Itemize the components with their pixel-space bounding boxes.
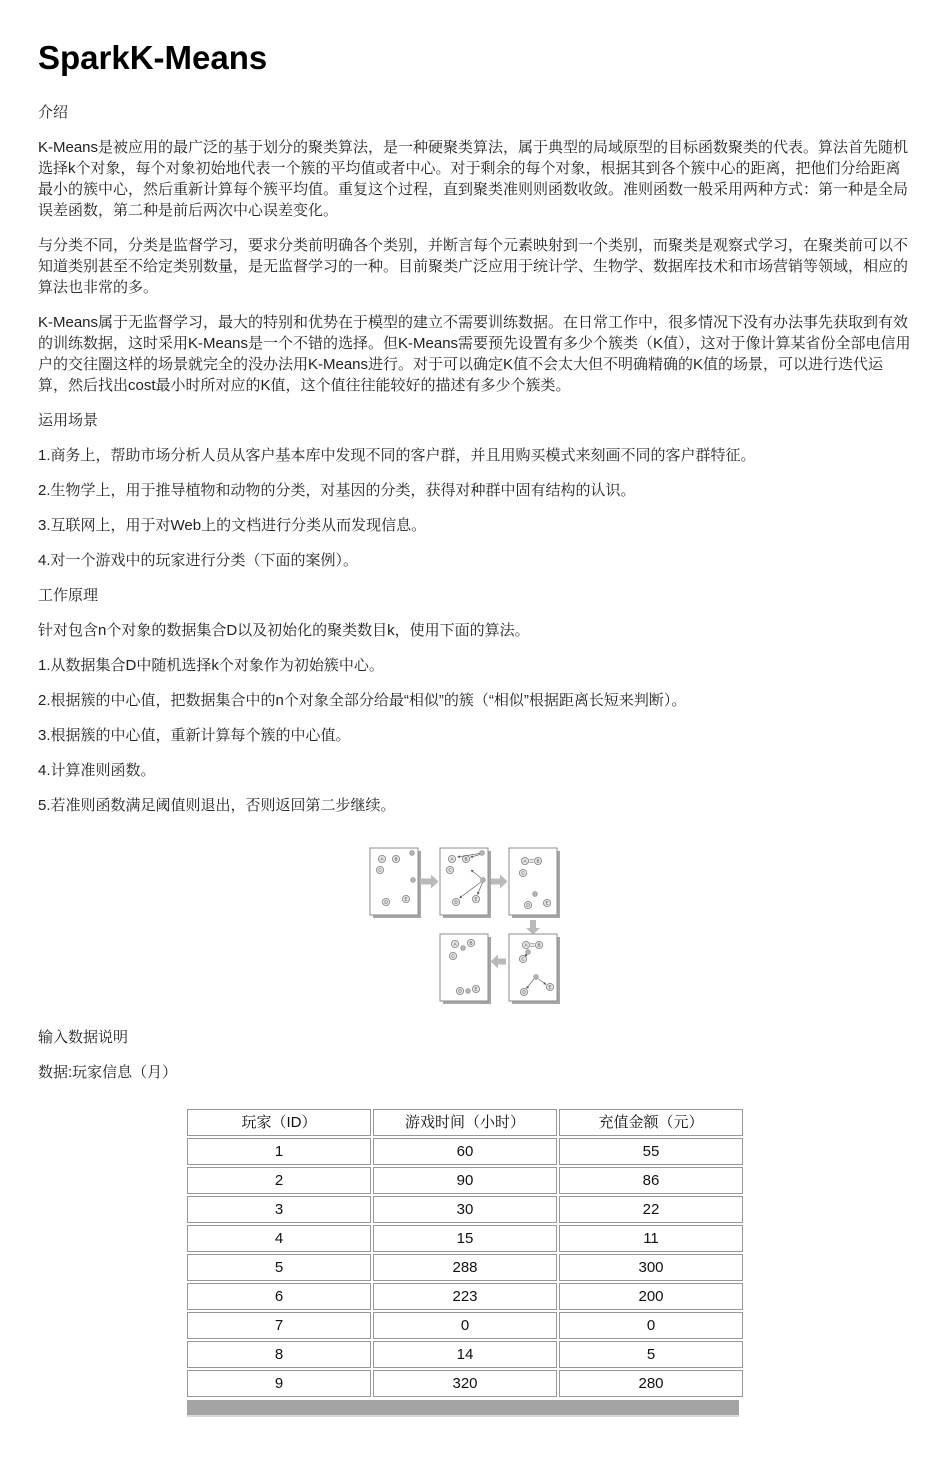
centroid-dot: [461, 946, 466, 951]
cell-player-id: 3: [187, 1196, 371, 1223]
kmeans-diagram-svg: [363, 836, 569, 1008]
cell-recharge: 5: [559, 1341, 743, 1368]
point-label: B: [394, 856, 398, 862]
centroid-dot: [480, 851, 485, 856]
point-label: D: [384, 899, 388, 905]
cell-recharge: 55: [559, 1138, 743, 1165]
cluster-panel-converged: [440, 934, 488, 1001]
cell-recharge: 0: [559, 1312, 743, 1339]
algorithm-step: 2.根据簇的中心值，把数据集合中的n个对象全部分给最“相似”的簇（“相似”根据距离长短来判断）。: [38, 692, 687, 709]
intro-paragraph: K-Means是被应用的最广泛的基于划分的聚类算法，是一种硬聚类算法，属于典型的局域原型的目标函数聚类的代表。算法首先随机选择k个对象，每个对象初始地代表一个簇的平均值或者中心。对于剩余的每个对象，根据其到各个簇中心的距离，把他们分给距离最小的簇中心，然后重新计算每个簇平均值。重复这个过程，直到聚类准则则函数收敛。准则函数一般采用两种方式：第一种是全局误差函数，第二种是前后两次中心误差变化。: [38, 139, 909, 219]
cell-recharge: 86: [559, 1167, 743, 1194]
table-row: [187, 1225, 743, 1252]
table-row: [187, 1196, 743, 1223]
point-label: C: [378, 867, 382, 873]
cell-play-time: 90: [373, 1167, 557, 1194]
centroid-dot: [411, 878, 416, 883]
player-data-table: [185, 1107, 745, 1399]
point-label: C: [451, 953, 455, 959]
table-row: [187, 1138, 743, 1165]
point-label: E: [404, 896, 408, 902]
column-header-player-id: 玩家（ID）: [187, 1109, 371, 1136]
flow-arrow-right-icon: [491, 875, 508, 889]
point-label: E: [548, 984, 552, 990]
column-header-recharge: 充值金额（元）: [559, 1109, 743, 1136]
cell-recharge: 11: [559, 1225, 743, 1252]
point-label: E: [545, 900, 549, 906]
point-label: B: [536, 858, 540, 864]
cell-player-id: 6: [187, 1283, 371, 1310]
point-label: E: [474, 896, 478, 902]
cluster-panel-recompute: [509, 934, 557, 1001]
kmeans-process-figure: [38, 836, 912, 1013]
algorithm-step: 1.从数据集合D中随机选择k个对象作为初始簇中心。: [38, 657, 384, 674]
cell-player-id: 5: [187, 1254, 371, 1281]
table-row: [187, 1312, 743, 1339]
point-label: E: [474, 986, 478, 992]
point-label: D: [454, 899, 458, 905]
intro-paragraph: 与分类不同，分类是监督学习，要求分类前明确各个类别，并断言每个元素映射到一个类别，而聚类是观察式学习，在聚类前可以不知道类别甚至不给定类别数量，是无监督学习的一种。目前聚类广泛应用于统计学、生物学、数据库技术和市场营销等领域，相应的算法也非常的多。: [38, 237, 909, 296]
point-label: C: [448, 867, 452, 873]
cell-player-id: 4: [187, 1225, 371, 1252]
cell-player-id: 8: [187, 1341, 371, 1368]
column-header-play-time: 游戏时间（小时）: [373, 1109, 557, 1136]
cell-play-time: 14: [373, 1341, 557, 1368]
point-label: B: [464, 856, 468, 862]
point-label: C: [521, 956, 525, 962]
cluster-panel-clustered: [509, 848, 557, 915]
table-row: [187, 1254, 743, 1281]
section-heading-scenarios: 运用场景: [38, 412, 99, 429]
principle-intro: 针对包含n个对象的数据集合D以及初始化的聚类数目k，使用下面的算法。: [38, 622, 530, 639]
cell-player-id: 2: [187, 1167, 371, 1194]
table-header-row: [187, 1109, 743, 1136]
cell-recharge: 22: [559, 1196, 743, 1223]
cluster-panel-assign: [440, 848, 488, 915]
point-label: A: [453, 941, 457, 947]
cell-play-time: 60: [373, 1138, 557, 1165]
point-label: D: [522, 989, 526, 995]
point-label: B: [537, 942, 541, 948]
point-label: B: [469, 940, 473, 946]
cluster-panel-initial: [370, 848, 418, 915]
centroid-dot: [526, 950, 531, 955]
cell-play-time: 320: [373, 1370, 557, 1397]
page-title: SparkK-Means: [38, 39, 268, 76]
cell-play-time: 30: [373, 1196, 557, 1223]
table-row: [187, 1370, 743, 1397]
cell-player-id: 1: [187, 1138, 371, 1165]
scenario-item: 3.互联网上，用于对Web上的文档进行分类从而发现信息。: [38, 517, 427, 534]
table-horizontal-scrollbar[interactable]: [187, 1400, 739, 1417]
scenario-item: 4.对一个游戏中的玩家进行分类（下面的案例）。: [38, 552, 359, 569]
section-heading-input: 输入数据说明: [38, 1029, 129, 1046]
cell-player-id: 7: [187, 1312, 371, 1339]
cell-recharge: 200: [559, 1283, 743, 1310]
point-label: D: [526, 902, 530, 908]
point-label: C: [521, 870, 525, 876]
cell-play-time: 223: [373, 1283, 557, 1310]
table-row: [187, 1341, 743, 1368]
cell-recharge: 300: [559, 1254, 743, 1281]
scenario-item: 2.生物学上，用于推导植物和动物的分类，对基因的分类，获得对种群中固有结构的认识。: [38, 482, 636, 499]
centroid-dot: [533, 892, 538, 897]
cell-player-id: 9: [187, 1370, 371, 1397]
table-row: [187, 1167, 743, 1194]
point-label: D: [458, 988, 462, 994]
scenario-item: 1.商务上，帮助市场分析人员从客户基本库中发现不同的客户群，并且用购买模式来刻画不同的客户群特征。: [38, 447, 756, 464]
cell-recharge: 280: [559, 1370, 743, 1397]
algorithm-step: 5.若准则函数满足阈值则退出，否则返回第二步继续。: [38, 797, 396, 814]
cell-play-time: 15: [373, 1225, 557, 1252]
point-label: A: [524, 942, 528, 948]
centroid-dot: [534, 975, 539, 980]
intro-paragraph: K-Means属于无监督学习，最大的特别和优势在于模型的建立不需要训练数据。在日常工作中，很多情况下没有办法事先获取到有效的训练数据，这时采用K-Means是一个不错的选择。但K-Means需要预先设置有多少个簇类（K值），这对于像计算某省份全部电信用户的交往圈这样的场景就完全的没办法用K-Means进行。对于可以确定K值不会太大但不明确精确的K值的场景，可以进行迭代运算，然后找出cost最小时所对应的K值，这个值往往能较好的描述有多少个簇类。: [38, 314, 911, 394]
centroid-dot: [481, 878, 486, 883]
section-heading-principle: 工作原理: [38, 587, 99, 604]
flow-arrow-down-icon: [526, 920, 540, 935]
flow-arrow-left-icon: [491, 955, 507, 969]
algorithm-step: 3.根据簇的中心值，重新计算每个簇的中心值。: [38, 727, 351, 744]
centroid-dot: [410, 851, 415, 856]
point-label: A: [380, 856, 384, 862]
algorithm-step: 4.计算准则函数。: [38, 762, 156, 779]
data-label: 数据:玩家信息（月）: [38, 1064, 178, 1081]
section-heading-intro: 介绍: [38, 104, 69, 121]
table-row: [187, 1283, 743, 1310]
cell-play-time: 0: [373, 1312, 557, 1339]
centroid-dot: [466, 989, 471, 994]
point-label: A: [450, 856, 454, 862]
cell-play-time: 288: [373, 1254, 557, 1281]
point-label: A: [523, 858, 527, 864]
flow-arrow-right-icon: [420, 875, 439, 889]
